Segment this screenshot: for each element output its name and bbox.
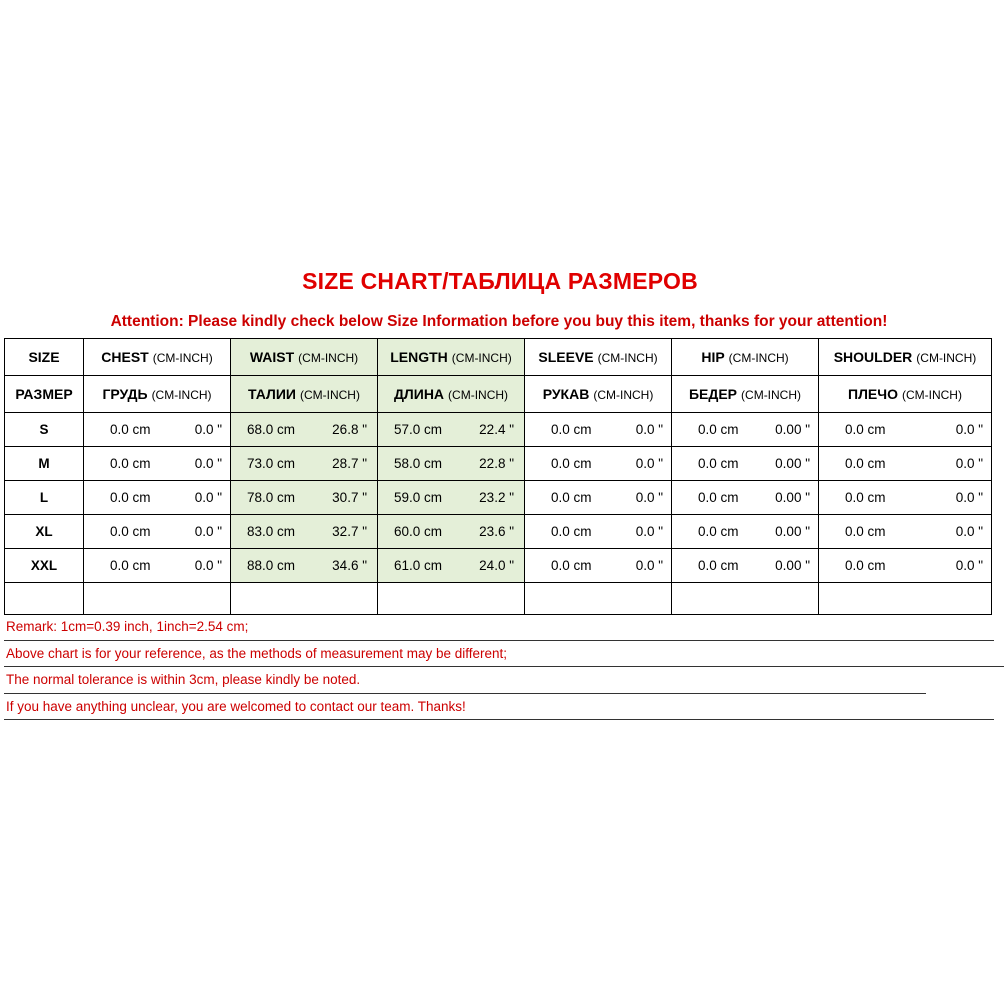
remark-text: If you have anything unclear, you are welcomed to contact our team. Thanks! [6,698,466,714]
measurement-cell [672,413,819,447]
cm-value: 0.0 cm [698,422,739,437]
header-label: WAIST [249,349,295,365]
measurement-cell [378,515,525,549]
measurement-cell [672,515,819,549]
header-unit: (CM-INCH) [448,388,509,402]
cm-value: 0.0 cm [110,490,151,505]
measurement-cell [378,481,525,515]
measurement-cell [819,549,992,583]
header-unit: (CM-INCH) [597,351,658,365]
inch-value: 0.0 " [955,524,983,539]
header-unit: (CM-INCH) [152,351,213,365]
cm-value: 0.0 cm [110,422,151,437]
cm-value: 57.0 cm [394,422,443,437]
inch-value: 0.0 " [194,524,222,539]
empty-cell [84,583,231,615]
remark-text: Remark: 1cm=0.39 inch, 1inch=2.54 cm; [6,619,249,634]
inch-value: 0.0 " [194,558,222,573]
inch-value: 22.8 " [479,456,514,471]
table-row [5,413,992,447]
cm-value: 0.0 cm [110,524,151,539]
inch-value: 0.0 " [635,524,663,539]
inch-value: 0.0 " [194,422,222,437]
inch-value: 0.0 " [955,490,983,505]
cm-value: 0.0 cm [845,558,886,573]
header-cell [525,339,672,376]
remark-line [4,667,1004,694]
inch-value: 34.6 " [332,558,367,573]
table-row [5,515,992,549]
header-label: LENGTH [390,349,448,365]
measurement-cell [672,549,819,583]
size-label: M [5,447,84,481]
cm-value: 0.0 cm [698,490,739,505]
inch-value: 23.2 " [479,490,514,505]
measurement-cell [231,447,378,481]
remark-text: The normal tolerance is within 3cm, please kindly be noted. [6,672,361,687]
remarks-section [4,614,1004,720]
cm-value: 88.0 cm [247,558,296,573]
header-label: SHOULDER [833,349,913,365]
inch-value: 28.7 " [332,456,367,471]
header-cell [84,339,231,376]
remark-text: Above chart is for your reference, as the methods of measurement may be different; [6,645,508,661]
header-unit: (CM-INCH) [741,388,802,402]
measurement-cell [672,481,819,515]
cm-value: 68.0 cm [247,422,296,437]
measurement-cell [231,413,378,447]
measurement-cell [525,481,672,515]
measurement-cell [84,481,231,515]
measurement-cell [378,447,525,481]
header-cell [378,376,525,413]
cm-value: 0.0 cm [110,456,151,471]
header-cell [231,376,378,413]
header-row-russian [5,376,992,413]
measurement-cell [819,413,992,447]
empty-cell [5,583,84,615]
empty-cell [231,583,378,615]
cm-value: 0.0 cm [551,490,592,505]
remark-underline [4,719,994,720]
cm-value: 0.0 cm [551,558,592,573]
header-label: ГРУДЬ [102,386,148,402]
header-cell [5,376,84,413]
measurement-cell [819,515,992,549]
header-cell [819,339,992,376]
cm-value: 58.0 cm [394,456,443,471]
cm-value: 0.0 cm [845,456,886,471]
cm-value: 0.0 cm [551,422,592,437]
measurement-cell [819,447,992,481]
inch-value: 0.0 " [194,490,222,505]
empty-cell [525,583,672,615]
header-unit: (CM-INCH) [451,351,512,365]
size-table [4,338,992,615]
cm-value: 78.0 cm [247,490,296,505]
size-label: XL [5,515,84,549]
remark-line [4,694,1004,721]
header-cell [378,339,525,376]
header-unit: (CM-INCH) [593,388,654,402]
header-unit: (CM-INCH) [151,388,212,402]
measurement-cell [525,549,672,583]
header-label: РУКАВ [542,386,590,402]
attention-notice: Attention: Please kindly check below Size Information before you buy this item, thanks for your attention! [110,313,888,330]
header-cell [819,376,992,413]
measurement-cell [525,447,672,481]
inch-value: 26.8 " [332,422,367,437]
cm-value: 83.0 cm [247,524,296,539]
header-unit: (CM-INCH) [901,388,962,402]
cm-value: 0.0 cm [845,422,886,437]
empty-cell [819,583,992,615]
size-label: XXL [5,549,84,583]
inch-value: 0.00 " [775,524,810,539]
inch-value: 0.00 " [775,558,810,573]
remark-line [4,614,1004,641]
cm-value: 0.0 cm [845,524,886,539]
table-row [5,549,992,583]
header-label: CHEST [101,349,149,365]
cm-value: 73.0 cm [247,456,296,471]
cm-value: 0.0 cm [110,558,151,573]
inch-value: 0.0 " [635,456,663,471]
measurement-cell [378,413,525,447]
measurement-cell [819,481,992,515]
header-label: БЕДЕР [688,386,738,402]
header-unit: (CM-INCH) [728,351,789,365]
inch-value: 0.00 " [775,490,810,505]
inch-value: 0.0 " [955,456,983,471]
empty-cell [378,583,525,615]
inch-value: 0.0 " [955,422,983,437]
cm-value: 60.0 cm [394,524,443,539]
inch-value: 0.0 " [635,422,663,437]
header-cell [672,339,819,376]
inch-value: 0.0 " [635,490,663,505]
measurement-cell [231,515,378,549]
header-cell [231,339,378,376]
cm-value: 0.0 cm [698,456,739,471]
header-cell [84,376,231,413]
size-label: S [5,413,84,447]
measurement-cell [84,413,231,447]
cm-value: 0.0 cm [845,490,886,505]
header-cell [672,376,819,413]
header-cell [5,339,84,376]
measurement-cell [672,447,819,481]
measurement-cell [84,515,231,549]
header-label: SLEEVE [538,349,594,365]
inch-value: 23.6 " [479,524,514,539]
header-row-english [5,339,992,376]
header-label: ТАЛИИ [248,386,296,402]
empty-row [5,583,992,615]
inch-value: 32.7 " [332,524,367,539]
header-label: HIP [701,349,725,365]
size-label: L [5,481,84,515]
cm-value: 0.0 cm [698,558,739,573]
header-label: ПЛЕЧО [848,386,898,402]
cm-value: 0.0 cm [698,524,739,539]
measurement-cell [231,481,378,515]
inch-value: 22.4 " [479,422,514,437]
header-cell [525,376,672,413]
measurement-cell [525,515,672,549]
inch-value: 0.0 " [635,558,663,573]
inch-value: 0.00 " [775,456,810,471]
measurement-cell [84,549,231,583]
inch-value: 30.7 " [332,490,367,505]
header-label: ДЛИНА [393,386,445,402]
header-label: SIZE [28,349,60,365]
inch-value: 0.00 " [775,422,810,437]
table-row [5,481,992,515]
header-unit: (CM-INCH) [298,351,359,365]
empty-cell [672,583,819,615]
measurement-cell [525,413,672,447]
inch-value: 0.0 " [955,558,983,573]
measurement-cell [378,549,525,583]
remark-line [4,641,1004,668]
cm-value: 59.0 cm [394,490,443,505]
cm-value: 0.0 cm [551,524,592,539]
header-label: РАЗМЕР [15,386,73,402]
inch-value: 24.0 " [479,558,514,573]
cm-value: 61.0 cm [394,558,443,573]
cm-value: 0.0 cm [551,456,592,471]
inch-value: 0.0 " [194,456,222,471]
measurement-cell [231,549,378,583]
page-title: SIZE CHART/ТАБЛИЦА РАЗМЕРОВ [302,268,698,294]
measurement-cell [84,447,231,481]
header-unit: (CM-INCH) [299,388,360,402]
header-unit: (CM-INCH) [916,351,977,365]
table-row [5,447,992,481]
